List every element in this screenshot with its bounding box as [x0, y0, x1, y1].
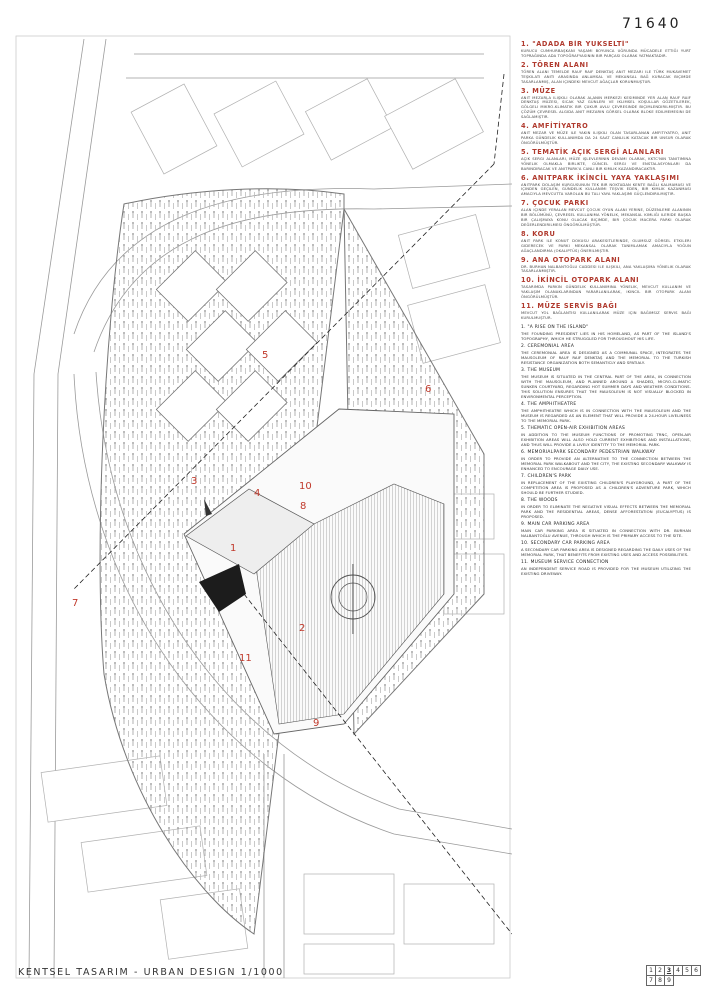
legend-item-title: 10. İKİNCİL OTOPARK ALANI [521, 276, 640, 285]
sheet-index-grid [646, 965, 701, 986]
plan-label-6: 6 [425, 384, 432, 395]
legend-item-body: MEVCUT YOL BAĞLANTISI KULLANILARAK MÜZE IÇIN BAĞIMSIZ SERVIS BAĞI KURULMUŞTUR. [521, 311, 691, 320]
legend-item-body: DR. BURHAN NALBANTOĞLU CADDESI ILE ILIŞKILI, ANA YAKLAŞIMA YÖNELIK OLARAK TASARLANMIŞTIR. [521, 264, 691, 274]
plan-label-10: 10 [299, 481, 312, 492]
legend-item-title: 11. MUSEUM SERVICE CONNECTION [521, 559, 609, 565]
plan-caption: KENTSEL TASARIM - URBAN DESIGN 1/1000 [18, 967, 284, 978]
legend-item-tr [521, 230, 691, 254]
sheet-number: 5 [683, 966, 692, 976]
legend-turkish [521, 40, 691, 321]
legend-item-en [521, 344, 691, 365]
entry-number: 71640 [622, 16, 682, 32]
sheet-grid-row-1 [647, 966, 701, 976]
legend-item-title: 2. TÖREN ALANI [521, 60, 589, 69]
legend-item-title: 6. MEMORIALPARK SECONDARY PEDESTRIAN WALKWAY [521, 449, 656, 455]
site-plan-drawing [14, 34, 512, 980]
legend-item-title: 7. ÇOCUK PARKI [521, 199, 589, 208]
legend-item-title: 1. "A RISE ON THE ISLAND" [521, 324, 589, 330]
legend-item-body: TASARIMDA PARKIN GÜNDELIK KULLANIMINA YÖNELIK, MEVCUT KULLANIM VE YAKLAŞIM OLANAKLARINDAN YARARLANILARAK, IKINCIL BIR OTOPARK ALANI ÖNGÖRÜLMÜŞTÜR. [521, 285, 691, 300]
legend-item-tr [521, 40, 691, 59]
plan-label-9: 9 [313, 718, 320, 729]
legend-item-tr [521, 87, 691, 121]
legend-item-en [521, 560, 691, 576]
legend-item-tr [521, 148, 691, 172]
legend-item-en [521, 325, 691, 341]
legend-item-body: IN ORDER TO ELIMINATE THE NEGATIVE VISUAL EFFECTS BETWEEN THE MEMORIAL PARK AND THE RESIDENTIAL AREAS, DENSE AFFORESTATION (EUCALYPTUS) IS PROPOSED. [521, 503, 691, 519]
sheet-number: 2 [656, 966, 665, 976]
legend-item-en [521, 450, 691, 471]
legend-item-body: ANITPARK DOLAŞIM KURGUSUNUN TEK BIR NOKTADAN KENTE BAĞLI KALMAMASI VE IÇINDEN GEÇILEN, GÜNDELIK KULLANIMI TEŞVIK EDEN, BIR KIMLIK KAZANMASI AMACIYLA MEVCUTTA VAROLAN BU TALI YAYA YAKLAŞIMI GÜÇLENDIRILMIŞTIR. [521, 182, 691, 197]
legend-panel [521, 40, 691, 985]
legend-item-title: 5. TEMATİK AÇIK SERGİ ALANLARI [521, 147, 664, 156]
legend-item-body: ANIT MEZAR VE MÜZE ILE YAKIN ILIŞKILI OLAN TASARLANAN AMFITIYATRO, ANIT PARKA GÜNDELIK KULLANIMDA DA 24 SAAT CANLILIK KATACAK BIR UNSUR OLARAK ÖNGÖRÜLMÜŞTÜR. [521, 131, 691, 145]
plan-label-4: 4 [254, 488, 261, 499]
legend-item-title: 3. THE MUSEUM [521, 367, 561, 373]
sheet-number: 8 [656, 976, 665, 986]
legend-item-body: IN ADDITION TO THE MUSEUM FUNCTIONS OF PROMOTING TRNC, OPEN-AIR EXHIBITION AREAS WILL ALSO HOLD CURRENT EXHIBITIONS AND INSTALLATIONS, AND THUS WILL PROVIDE A LIVELY IDENTITY TO THE MEMORIAL PARK. [521, 431, 691, 447]
legend-item-title: 3. MÜZE [521, 86, 556, 95]
sheet-number: 7 [647, 976, 656, 986]
sheet-number: 4 [674, 966, 683, 976]
legend-item-en [521, 522, 691, 538]
legend-item-body: ANIT PARK ILE KONUT DOKUSU ARAKESITLERINDE, OLUMSUZ GÖRSEL ETKILERI GIDERECEK VE PARKI MEKANSAL OLARAK TANIMLAMAK AMACIYLA YOĞUN AĞAÇLANDIRMA (OKALIPTÜS) ÖNERILMIŞTIR. [521, 238, 691, 253]
legend-item-title: 4. AMFİTİYATRO [521, 122, 589, 131]
legend-item-body: THE MUSEUM IS SITUATED IN THE CENTRAL PART OF THE AREA, IN CONNECTION WITH THE MAUSOLEUM, AND PLANNED AROUND A SHADED, MICRO-CLIMATIC SUNKEN COURTYARD, REGARDING HOT SUMMER DAYS AND WEATHER CONDITIONS. THIS SOLUTION ENSURES THAT THE MAUSOLEUM IS NOT VISUALLY BLOCKED IN ENVIRONMENTAL PERCEPTION. [521, 373, 691, 399]
top-axis [494, 74, 504, 164]
legend-item-body: A SECONDARY CAR PARKING AREA IS DESIGNED REGARDING THE DAILY USES OF THE MEMORIAL PARK, THAT BENEFITS FROM EXISTING USES AND ACCESS POSSIBILITIES. [521, 546, 691, 557]
legend-item-body: THE CEREMONIAL AREA IS DESIGNED AS A COMMUNAL SPACE, INTEGRATES THE MAUSOLEUM OF RAUF RAIF DENKTAŞ AND THE MEMORIAL TO THE TURKISH RESISTANCE ORGANIZATION BOTH SEMANTICLY AND SPATIALY. [521, 349, 691, 365]
legend-item-title: 2. CEREMONIAL AREA [521, 343, 575, 349]
legend-item-tr [521, 199, 691, 228]
legend-item-tr [521, 174, 691, 198]
legend-item-en [521, 498, 691, 519]
legend-item-title: 9. MAIN CAR PARKING AREA [521, 521, 590, 527]
legend-item-body: AÇIK SERGI ALANLARI, MÜZE IŞLEVLERININ DEVAMI OLARAK, KKTC'NIN TANITIMINA YÖNELIK OLMAKLA BIRLIKTE, GÜNCEL SERGI VE ENSTALASYONLARI DA BARINDIRACAK VE ANITPARK'A CANLI BIR KIMLIK KAZANDIRACAKTIR. [521, 156, 691, 171]
plan-label-11: 11 [239, 653, 252, 664]
legend-item-en [521, 426, 691, 447]
legend-item-title: 8. KORU [521, 229, 556, 238]
sheet-number: 9 [665, 976, 674, 986]
legend-item-title: 11. MÜZE SERVİS BAĞI [521, 302, 618, 311]
legend-item-title: 10. SECONDARY CAR PARKING AREA [521, 540, 610, 546]
plan-label-8: 8 [300, 501, 307, 512]
legend-item-title: 8. THE WOODS [521, 497, 558, 503]
legend-item-body: ANIT MEZARLA ILIŞKILI OLARAK ALANIN MERKEZI KESIMINDE YER ALAN RAUF RAIF DENKTAŞ MÜZESI, SICAK YAZ GÜNLERI VE IKLIMSEL KOŞULLAR GÖZETILEREK, GÖLGELI MIKRO-KLIMATIK BIR ÇUKUR AVLU ÇEVRESINDE BIÇIMLENDIRILMIŞTIR. BU ÇÖZÜM ÇEVRESEL ALGIDA ANIT MEZARIN GÖRSEL OLARAK BLOKE EDILMEMESINI DE SAĞLAMIŞTIR. [521, 95, 691, 120]
legend-item-title: 7. CHILDREN'S PARK [521, 473, 572, 479]
sheet-number: 6 [692, 966, 701, 976]
legend-item-en [521, 541, 691, 557]
legend-english [521, 325, 691, 576]
sheet-number: 1 [647, 966, 656, 976]
legend-item-tr [521, 302, 691, 321]
plan-label-7: 7 [72, 598, 79, 609]
legend-item-tr [521, 61, 691, 85]
plan-label-1: 1 [230, 543, 237, 554]
legend-item-tr [521, 256, 691, 275]
legend-item-body: THE FOUNDING PRESIDENT LIES IN HIS HOMELAND, AS PART OF THE ISLAND'S TOPOGRAPHY, WHICH HE STRUGGLED FOR THROUGHOUT HIS LIFE. [521, 330, 691, 341]
legend-item-tr [521, 122, 691, 146]
legend-item-body: IN REPLACEMENT OF THE EXISTING CHILDREN'S PLAYGROUND, A PART OF THE COMPETITION AREA IS PROPOSED AS A CHILDREN'S ADVENTURE PARK, WHICH SHOULD BE FURTHER STUDIED. [521, 479, 691, 495]
legend-item-title: 1. "ADADA BİR YÜKSELTİ" [521, 40, 630, 48]
legend-item-body: KURUCU CUMHURBAŞKANI YAŞAMI BOYUNCA UĞRUNDA MÜCADELE ETTIĞI YURT TOPRAĞINDA ADA TOPOĞRAFYASININ BIR PARÇASI OLARAK YATMAKTADIR. [521, 49, 691, 58]
sheet-grid-row-2 [647, 976, 701, 986]
legend-item-tr [521, 276, 691, 300]
legend-item-body: THE AMPHITHEATRE WHICH IS IN CONNECTION WITH THE MAUSOLEUM AND THE MUSEUM IS REGARDED AS AN ELEMENT THAT WILL PROVIDE A 24-HOUR LIVELINESS TO THE MEMORIAL PARK. [521, 407, 691, 423]
legend-item-en [521, 474, 691, 495]
sheet-number: 3 [665, 966, 674, 976]
legend-item-body: MAIN CAR PARKING AREA IS SITUATED IN CONNECTION WITH DR. BURHAN NALBANTOĞLU AVENUE, THROUGH WHICH IS THE PRIMARY ACCESS TO THE SITE. [521, 527, 691, 538]
legend-item-title: 5. THEMATIC OPEN-AIR EXHIBITION AREAS [521, 425, 626, 431]
legend-item-title: 9. ANA OTOPARK ALANI [521, 255, 621, 264]
legend-item-title: 6. ANITPARK İKİNCİL YAYA YAKLAŞIMI [521, 173, 680, 182]
legend-item-body: ALAN IÇINDE YERALAN MEVCUT ÇOCUK OYUN ALANI YERINE, DÜZENLEME ALANININ BIR BÖLÜMÜNÜ, ÇEVRESEL KULLANIMA YÖNELIK, MEKANSAL KIMLIĞI ILERIDE BAŞKA BIR ÇALIŞMAYA KONU OLACAK BIÇIMDE, BIR ÇOCUK MACERA PARKI OLARAK DEĞERLENDIRILMESI ÖNGÖRÜLMÜŞTÜR. [521, 208, 691, 227]
legend-item-en [521, 402, 691, 423]
legend-item-body: TÖREN ALANI TEMELDE RAUF RAIF DENKTAŞ ANIT MEZARI ILE TÜRK MUKAVEMET TEŞKILATI ANITI ARASINDA ANLAMSAL VE MEKANSAL BAĞ KURACAK BIÇIMDE TASARLANMIŞ, ALAN IÇINDEKI MEVCUT AĞAÇLAR KORUNMUŞTUR. [521, 69, 691, 84]
legend-item-title: 4. THE AMPHITHEATRE [521, 401, 577, 407]
plan-label-5: 5 [262, 350, 269, 361]
legend-item-body: AN INDEPENDENT SERVICE ROAD IS PROVIDED FOR THE MUSEUM UTILIZING THE EXISTING DRIVEWAY. [521, 565, 691, 576]
plan-label-2: 2 [299, 623, 306, 634]
plan-label-3: 3 [191, 476, 198, 487]
legend-item-en [521, 368, 691, 399]
legend-item-body: IN ORDER TO PROVIDE AN ALTERNATIVE TO THE CONNECTION BETWEEN THE MEMORIAL PARK WALKABOUT AND THE CITY, THE EXISTING SECONDARY WALKWAY IS ENHANCED TO ENCOURAGE DAILY USE. [521, 455, 691, 471]
